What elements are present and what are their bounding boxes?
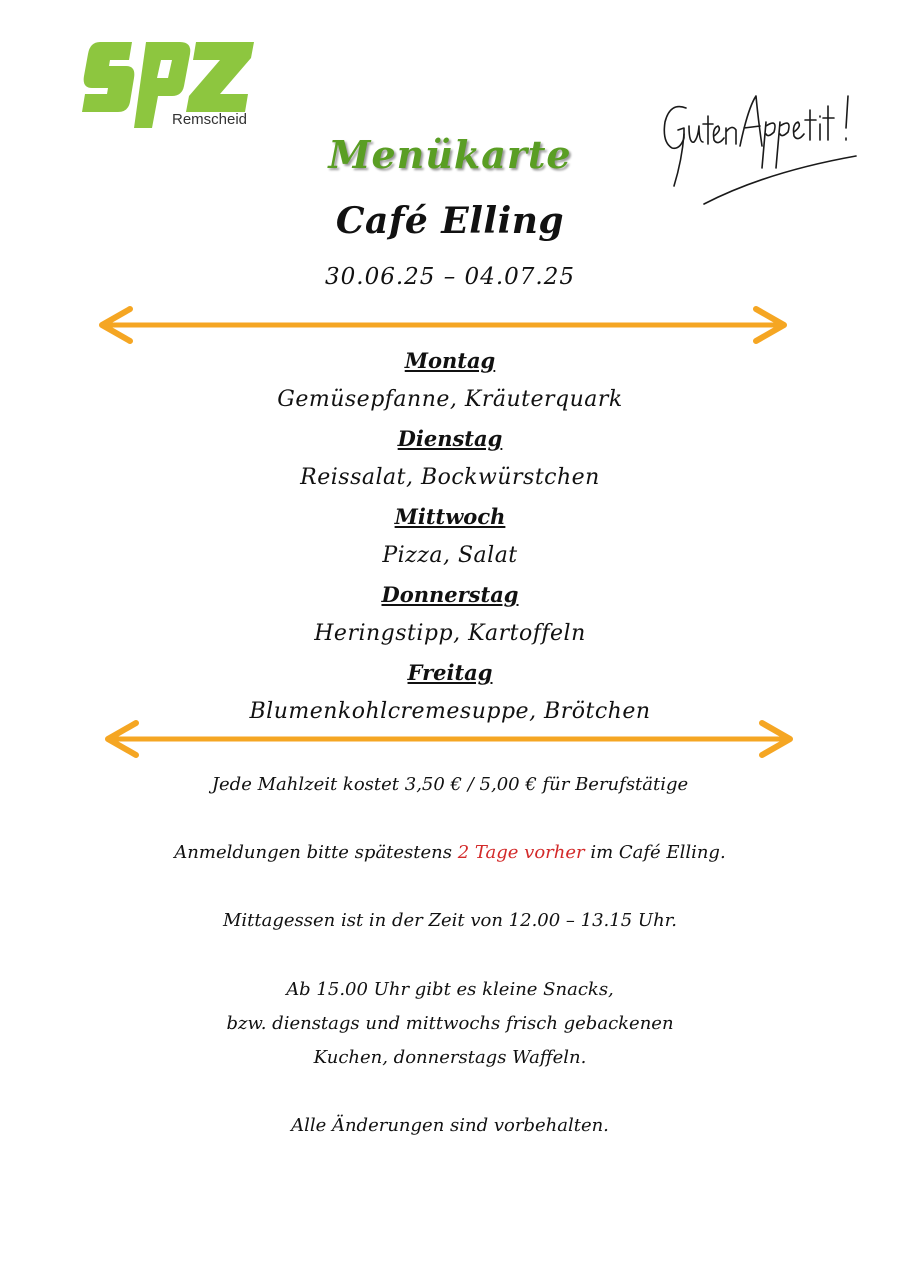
- double-arrow-top: [96, 304, 790, 346]
- double-arrow-bottom: [102, 718, 796, 760]
- price-note: Jede Mahlzeit kostet 3,50 € / 5,00 € für Berufstätige: [211, 774, 689, 795]
- logo-subtext: Remscheid: [172, 111, 248, 128]
- day-thursday: Donnerstag: [381, 582, 519, 607]
- dish-monday: Gemüsepfanne, Kräuterquark: [277, 387, 623, 412]
- day-wednesday: Mittwoch: [394, 504, 506, 529]
- registration-note: [0, 842, 900, 863]
- registration-text-pre: Anmeldungen bitte spätestens: [174, 842, 458, 863]
- day-friday: Freitag: [407, 660, 493, 685]
- dish-friday: Blumenkohlcremesuppe, Brötchen: [249, 699, 651, 724]
- lunch-time-note: Mittagessen ist in der Zeit von 12.00 – 13.15 Uhr.: [222, 910, 678, 931]
- dish-tuesday: Reissalat, Bockwürstchen: [300, 465, 600, 490]
- menu-title: Menükarte: [328, 132, 572, 177]
- registration-text-post: im Café Elling.: [584, 842, 726, 863]
- day-tuesday: Dienstag: [397, 426, 503, 451]
- registration-highlight: 2 Tage vorher: [457, 842, 585, 863]
- cafe-name: Café Elling: [335, 200, 565, 242]
- dish-thursday: Heringstipp, Kartoffeln: [314, 621, 586, 646]
- day-monday: Montag: [404, 348, 496, 373]
- snacks-line-1: Ab 15.00 Uhr gibt es kleine Snacks,: [286, 979, 614, 1000]
- snacks-line-3: Kuchen, donnerstags Waffeln.: [313, 1047, 587, 1068]
- disclaimer-note: Alle Änderungen sind vorbehalten.: [291, 1115, 609, 1136]
- snacks-line-2: bzw. dienstags und mittwochs frisch gebackenen: [226, 1013, 674, 1034]
- weekly-menu: [0, 342, 900, 732]
- dish-wednesday: Pizza, Salat: [382, 543, 518, 568]
- date-range: 30.06.25 – 04.07.25: [325, 264, 575, 290]
